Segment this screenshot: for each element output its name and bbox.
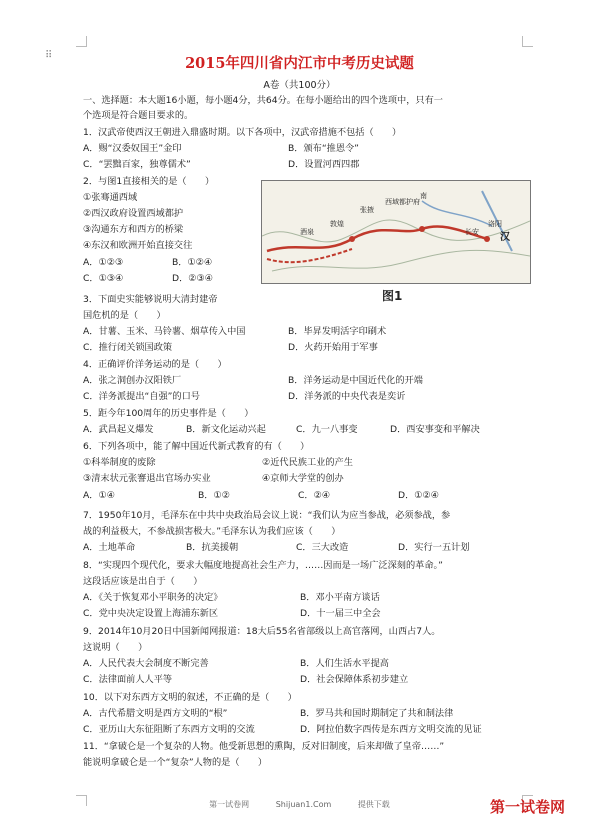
question-9: 9．2014年10月20日中国新闻网报道：18大后55名省部级以上高官落网，山西占7人。 xyxy=(83,626,441,637)
option: D．火药开始用于军事 xyxy=(288,342,378,353)
statement: ②西汉政府设置西域都护 xyxy=(83,208,184,219)
option: A．人民代表大会制度不断完善 xyxy=(83,658,209,669)
footer-site-name: 第一试卷网 xyxy=(209,800,250,809)
option: C．洋务派提出“自强”的口号 xyxy=(83,391,200,402)
option: C．推行闭关锁国政策 xyxy=(83,342,173,353)
section-heading: A卷（共100分） xyxy=(263,80,336,91)
footer-site-url[interactable]: Shijuan1.Com xyxy=(275,800,332,809)
option: D．②③④ xyxy=(172,273,213,284)
option: B．洋务运动是中国近代化的开端 xyxy=(288,375,423,386)
question-5: 5．距今年100周年的历史事件是（ ） xyxy=(83,408,254,419)
option: C．九一八事变 xyxy=(296,424,358,435)
option: C．亚历山大东征阻断了东西方文明的交流 xyxy=(83,724,255,735)
option: C．①③④ xyxy=(83,273,124,284)
question-6: 6．下列各项中，能了解中国近代新式教育的有（ ） xyxy=(83,441,310,452)
question-8-cont: 这段话应该是出自于（ ） xyxy=(83,576,203,587)
option: D．洋务派的中央代表是奕䜣 xyxy=(288,391,406,402)
drag-handle-icon[interactable]: ⠿ xyxy=(45,50,54,61)
option: D．西安事变和平解决 xyxy=(390,424,480,435)
option: D．①②④ xyxy=(398,490,439,501)
option: A．①④ xyxy=(83,490,115,501)
crop-mark xyxy=(522,36,533,47)
option: B．①②④ xyxy=(172,257,213,268)
option: A．武昌起义爆发 xyxy=(83,424,154,435)
option: C．“罢黜百家，独尊儒术” xyxy=(83,159,191,170)
option: C．②④ xyxy=(298,490,331,501)
option: D．十一届三中全会 xyxy=(300,608,381,619)
question-11: 11．“拿破仑是一个复杂的人物。他受新思想的熏陶，反对旧制度，后来却做了皇帝……” xyxy=(83,741,445,752)
map-label: 敦煌 xyxy=(330,220,344,228)
option: D．社会保障体系初步建立 xyxy=(300,674,409,685)
option: C．三大改造 xyxy=(296,542,349,553)
option: A．①②③ xyxy=(83,257,124,268)
option: C．党中央决定设置上海浦东新区 xyxy=(83,608,219,619)
option: A．古代希腊文明是西方文明的“根” xyxy=(83,708,228,719)
statement: ④东汉和欧洲开始直接交往 xyxy=(83,240,193,251)
option: B．颁布“推恩令” xyxy=(288,143,359,154)
question-1: 1．汉武帝使西汉王朝进入鼎盛时期。以下各项中，汉武帝措施不包括（ ） xyxy=(83,127,402,138)
page-title: 2015年四川省内江市中考历史试题 xyxy=(185,55,414,72)
brand-watermark: 第一试卷网 xyxy=(490,798,566,816)
statement: ①张骞通西域 xyxy=(83,192,138,203)
statement: ④京师大学堂的创办 xyxy=(262,473,344,484)
figure-caption: 图1 xyxy=(382,289,403,303)
option: B．毕昇发明活字印刷术 xyxy=(288,326,387,337)
question-9-cont: 这说明（ ） xyxy=(83,642,148,653)
map-label: 南 xyxy=(420,192,427,200)
option: B．新文化运动兴起 xyxy=(186,424,266,435)
option: A．《关于恢复邓小平职务的决定》 xyxy=(83,592,223,603)
map-label: 洛阳 xyxy=(488,220,502,228)
instruction-line: 个选项是符合题目要求的。 xyxy=(83,110,194,121)
statement: ②近代民族工业的产生 xyxy=(262,457,353,468)
option: B．①② xyxy=(198,490,230,501)
statement: ①科举制度的废除 xyxy=(83,457,156,468)
question-10: 10．以下对东西方文明的叙述，不正确的是（ ） xyxy=(83,692,297,703)
question-4: 4．正确评价洋务运动的是（ ） xyxy=(83,359,227,370)
map-label: 长安 xyxy=(465,228,479,236)
option: B．邓小平南方谈话 xyxy=(300,592,380,603)
instruction-line: 一、选择题：本大题16小题，每小题4分，共64分。在每小题给出的四个选项中，只有一 xyxy=(83,95,443,106)
question-7: 7．1950年10月，毛泽东在中共中央政治局会议上说：“我们认为应当参战，必须参战，参 xyxy=(83,510,451,521)
question-2: 2．与图1直接相关的是（ ） xyxy=(83,176,215,187)
statement: ③沟通东方和西方的桥梁 xyxy=(83,224,184,235)
option: D．实行一五计划 xyxy=(398,542,470,553)
option: D．设置河西四郡 xyxy=(288,159,360,170)
map-label: 汉 xyxy=(500,232,510,243)
option: D．阿拉伯数字西传是东西方文明交流的见证 xyxy=(300,724,482,735)
option: A．甘薯、玉米、马铃薯、烟草传入中国 xyxy=(83,326,246,337)
map-label: 西域都护府 xyxy=(385,198,420,206)
option: A．张之洞创办汉阳铁厂 xyxy=(83,375,182,386)
option: A．土地革命 xyxy=(83,542,136,553)
crop-mark xyxy=(76,36,87,47)
question-11-cont: 能说明拿破仑是一个“复杂”人物的是（ ） xyxy=(83,757,268,768)
map-label: 酒泉 xyxy=(300,228,314,236)
map-label: 张掖 xyxy=(360,206,374,214)
footer-download-text: 提供下载 xyxy=(357,800,390,809)
option: A．赐“汉委奴国王”金印 xyxy=(83,143,182,154)
option: B．抗美援朝 xyxy=(186,542,239,553)
question-3-cont: 国危机的是（ ） xyxy=(83,310,166,321)
question-3: 3．下面史实能够说明大清封建帝 xyxy=(83,294,218,305)
question-8: 8．“实现四个现代化，要求大幅度地提高社会生产力，……因而是一场广泛深刻的革命。” xyxy=(83,560,443,571)
statement: ③清末状元张謇退出官场办实业 xyxy=(83,473,211,484)
option: B．罗马共和国时期制定了共和制法律 xyxy=(300,708,454,719)
option: B．人们生活水平提高 xyxy=(300,658,389,669)
option: C．法律面前人人平等 xyxy=(83,674,173,685)
question-7-cont: 战的利益极大，不参战损害极大。”毛泽东认为我们应该（ ） xyxy=(83,526,341,537)
